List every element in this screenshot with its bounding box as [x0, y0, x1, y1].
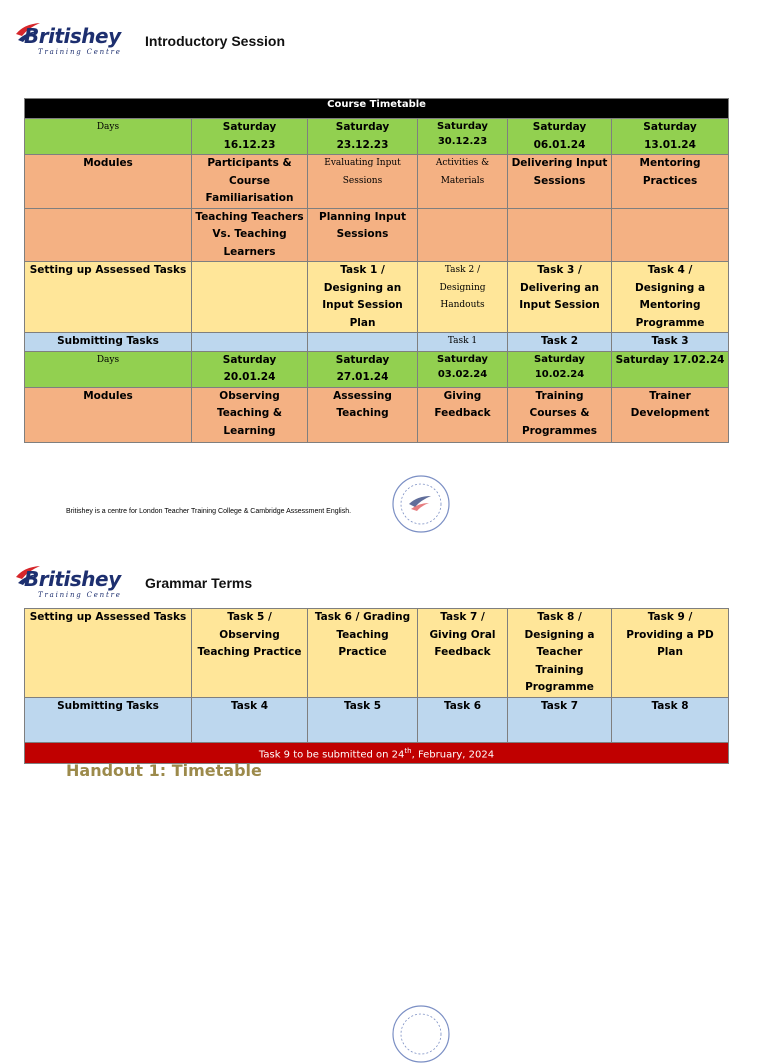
task-cell — [192, 609, 308, 698]
date-cell — [612, 351, 729, 387]
modules-row — [25, 155, 729, 209]
cell-line: 27.01.24 — [336, 371, 389, 383]
cell-line: Saturday — [437, 121, 488, 132]
date-cell — [508, 119, 612, 155]
cell-line: Input Session — [322, 299, 403, 311]
handout-heading: Handout 1: Timetable — [66, 761, 262, 780]
logo-tagline: Training Centre — [38, 48, 122, 56]
setting-tasks-row — [25, 262, 729, 333]
date-cell — [308, 351, 418, 387]
row-label: Submitting Tasks — [25, 333, 192, 352]
row-label — [25, 208, 192, 262]
cell-line: Programmes — [521, 424, 598, 437]
cell-line: 06.01.24 — [533, 138, 586, 151]
date-cell — [192, 351, 308, 387]
cell-line: Task 4 / — [647, 264, 693, 276]
cell-line: Saturday — [335, 353, 390, 366]
cell-line: Observing — [219, 389, 280, 402]
task-cell — [612, 262, 729, 333]
module-cell — [308, 387, 418, 442]
cell-line: Saturday — [222, 353, 277, 366]
logo-wordmark: Britishey — [24, 24, 121, 48]
submitting-tasks-row — [25, 333, 729, 352]
cell-line: Saturday — [335, 121, 390, 133]
cell-line: Teaching & — [216, 407, 283, 419]
module-cell — [308, 155, 418, 209]
cell-line: Handouts — [440, 300, 485, 310]
cell-line: Training — [535, 663, 584, 676]
cell-line: Delivering Input — [511, 157, 608, 169]
cell-line: Saturday — [643, 121, 697, 133]
row-label: Submitting Tasks — [25, 698, 192, 743]
cell-line: Sessions — [342, 175, 383, 186]
module-cell — [508, 155, 612, 209]
module-cell — [612, 155, 729, 209]
row-label: Days — [25, 119, 192, 155]
module-cell — [508, 387, 612, 442]
cell-line: Plan — [657, 646, 683, 658]
cell-line: Designing a — [635, 281, 706, 294]
cell-line: Delivering an — [520, 281, 599, 294]
task-cell — [308, 609, 418, 698]
cell-line: Assessing — [333, 389, 392, 402]
task-cell — [508, 609, 612, 698]
cell-line: Saturday — [437, 353, 488, 365]
cell-line: Familiarisation — [205, 192, 294, 204]
row-label: Modules — [25, 387, 192, 442]
deadline-text: Task 9 to be submitted on 24 — [258, 749, 405, 761]
cell-line: Task 1 / — [340, 264, 385, 276]
seal-stamp-icon — [391, 1004, 451, 1064]
submitted-task-cell — [192, 333, 308, 352]
cell-line: Teaching — [336, 407, 389, 419]
cell-line: Planning Input — [319, 210, 406, 223]
task-cell — [508, 262, 612, 333]
cell-line: Plan — [349, 316, 376, 329]
cell-line: Activities & — [435, 158, 490, 168]
cell-line: Learning — [223, 424, 276, 437]
submitted-task-cell: Task 6 — [418, 698, 508, 743]
seal-stamp-icon — [391, 474, 451, 534]
module-cell — [308, 208, 418, 262]
cell-line: Teaching Practice — [197, 646, 302, 658]
page-title: Grammar Terms — [145, 575, 253, 591]
cell-line: Designing an — [323, 281, 402, 294]
module-cell — [612, 208, 729, 262]
modules-row — [25, 387, 729, 442]
cell-line: Development — [630, 407, 710, 419]
cell-line: 16.12.23 — [223, 138, 276, 151]
cell-line: Task 8 / — [537, 611, 582, 623]
modules-row-continued — [25, 208, 729, 262]
row-label: Modules — [25, 155, 192, 209]
grammar-terms-timetable — [24, 608, 729, 764]
logo-wordmark: Britishey — [24, 567, 121, 591]
cell-line: Evaluating Input — [324, 158, 401, 168]
task-cell — [192, 262, 308, 333]
submitted-task-cell: Task 4 — [192, 698, 308, 743]
date-cell — [418, 351, 508, 387]
cell-line: Task 6 / Grading — [314, 611, 411, 623]
task-cell — [612, 609, 729, 698]
submitted-task-cell: Task 5 — [308, 698, 418, 743]
cell-line: Practices — [642, 174, 698, 187]
cell-line: Feedback — [434, 407, 491, 419]
cell-line: Saturday — [222, 121, 277, 133]
deadline-text-rest: , February, 2024 — [411, 749, 495, 761]
cell-line: Saturday — [532, 121, 587, 133]
cell-line: Giving Oral — [429, 628, 496, 641]
deadline-ordinal: th — [404, 747, 412, 755]
cell-line: Courses & — [529, 407, 590, 419]
row-label: Setting up Assessed Tasks — [25, 262, 192, 333]
cell-line: Mentoring — [639, 157, 701, 169]
cell-line: Task 2 / — [444, 265, 481, 275]
date-cell — [612, 119, 729, 155]
cell-line: Course — [229, 174, 270, 187]
cell-line: 23.12.23 — [336, 138, 389, 151]
row-label: Setting up Assessed Tasks — [25, 609, 192, 698]
module-cell — [612, 387, 729, 442]
cell-line: Trainer — [649, 389, 691, 402]
cell-line: Teaching — [336, 628, 389, 641]
date-cell — [418, 119, 508, 155]
britishey-logo — [14, 18, 129, 62]
cell-line: Task 5 / — [227, 611, 272, 623]
module-cell — [192, 155, 308, 209]
cell-line: Programme — [525, 681, 594, 693]
cell-line: Providing a PD — [626, 628, 714, 641]
cell-line: Designing a — [524, 628, 595, 641]
cell-line: 03.02.24 — [437, 368, 488, 380]
cell-line: Materials — [440, 175, 485, 186]
days-row — [25, 351, 729, 387]
submitting-tasks-row — [25, 698, 729, 743]
cell-line: Feedback — [434, 646, 491, 658]
cell-line: 10.02.24 — [534, 368, 585, 380]
logo-tagline: Training Centre — [38, 591, 122, 599]
timetable-header: Course Timetable — [25, 99, 729, 119]
submitted-task-cell: Task 3 — [612, 333, 729, 352]
task-cell — [418, 262, 508, 333]
submitted-task-cell: Task 1 — [418, 333, 508, 352]
cell-line: Sessions — [336, 228, 389, 240]
cell-line: Task 9 / — [647, 611, 693, 623]
cell-line: Designing — [439, 282, 486, 293]
submitted-task-cell: Task 8 — [612, 698, 729, 743]
task-cell — [418, 609, 508, 698]
date-cell — [192, 119, 308, 155]
date-cell — [308, 119, 418, 155]
britishey-logo — [14, 561, 129, 605]
footer-note: Britishey is a centre for London Teacher Training College & Cambridge Assessment English. — [66, 508, 352, 515]
cell-line: Participants & — [207, 157, 292, 169]
cell-line: Vs. Teaching — [212, 228, 287, 240]
module-cell — [192, 208, 308, 262]
cell-line: Practice — [338, 646, 387, 658]
module-cell — [418, 155, 508, 209]
submitted-task-cell — [308, 333, 418, 352]
date-cell — [508, 351, 612, 387]
cell-line: Programme — [635, 316, 705, 329]
cell-line: Input Session — [519, 299, 600, 311]
row-label: Days — [25, 351, 192, 387]
module-cell — [418, 387, 508, 442]
cell-line: Mentoring — [639, 299, 701, 311]
task-cell — [308, 262, 418, 333]
cell-line: 30.12.23 — [437, 136, 488, 147]
cell-line: Sessions — [533, 174, 586, 187]
cell-line: Giving — [443, 389, 482, 402]
submitted-task-cell: Task 2 — [508, 333, 612, 352]
cell-line: Task 7 / — [440, 611, 485, 623]
course-timetable — [24, 98, 729, 443]
cell-line: 20.01.24 — [223, 371, 276, 383]
module-cell — [192, 387, 308, 442]
cell-line: Task 3 / — [537, 264, 582, 276]
module-cell — [508, 208, 612, 262]
cell-line: Teaching Teachers — [195, 210, 304, 223]
cell-line: Observing — [219, 628, 280, 641]
cell-line: Saturday — [534, 353, 585, 365]
module-cell — [418, 208, 508, 262]
submitted-task-cell: Task 7 — [508, 698, 612, 743]
days-row — [25, 119, 729, 155]
cell-line: 13.01.24 — [644, 138, 696, 151]
cell-line: Training — [535, 389, 584, 402]
page-title: Introductory Session — [145, 33, 286, 49]
cell-line: Learners — [223, 245, 276, 258]
setting-tasks-row — [25, 609, 729, 698]
cell-line: Saturday 17.02.24 — [615, 353, 725, 366]
cell-line: Teacher — [536, 646, 583, 658]
